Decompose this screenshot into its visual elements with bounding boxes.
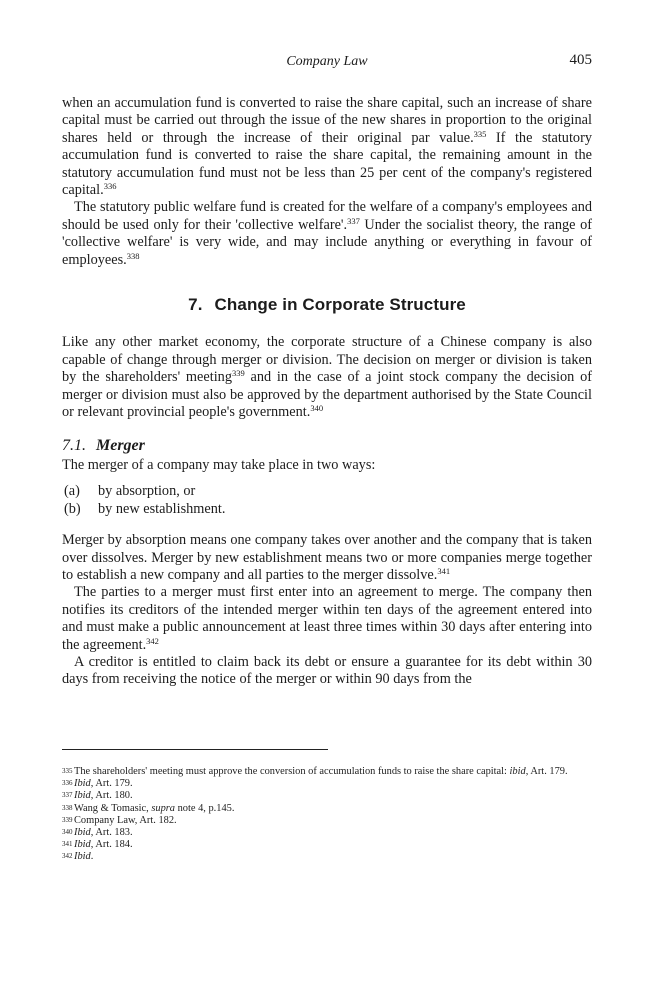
body-text: [62, 95, 592, 689]
subsection-number: 7.1.: [62, 436, 86, 454]
list: [62, 483, 592, 518]
paragraph: A creditor is entitled to claim back its debt or ensure a guarantee for its debt within 30 days from receiving the notice of the merger or within 90 days from the: [62, 653, 592, 688]
paragraph: [62, 199, 592, 269]
paragraph-text: and in the case of a joint stock company the decision of merger or division must also be approved by the department authorised by the State Council or relevant provincial people's government.: [62, 369, 592, 421]
footnote-ref[interactable]: 342: [146, 635, 159, 646]
footnote-ref[interactable]: 337: [347, 215, 360, 226]
footnote-text: [74, 839, 592, 851]
footnote-number: 336: [62, 779, 73, 788]
footnote-tail: , Art. 179.: [90, 778, 133, 790]
footnote-ref[interactable]: 341: [437, 565, 451, 576]
paragraph-text: If the statutory accumulation fund is converted to raise the share capital, the remaining amount in the statutory accumulation fund must not be less than 25 per cent of the company's registered capital.: [62, 129, 592, 199]
paragraph-text: Under the socialist theory, the range of 'collective welfare' is very wide, and may include anything or everything in favour of employees.: [62, 216, 592, 268]
footnote-number: 342: [62, 852, 73, 861]
footnote: [62, 778, 592, 790]
footnote-ref[interactable]: 339: [231, 368, 245, 379]
footnote: [62, 815, 592, 827]
footnote-divider: [62, 749, 328, 750]
footnote-text-part: Company Law, Art. 182.: [74, 814, 177, 826]
footnote-text: [74, 815, 592, 827]
footnote-tail: .: [90, 851, 94, 863]
list-item-text: by new establishment.: [98, 500, 226, 517]
paragraph: [62, 532, 592, 584]
footnote: [62, 839, 592, 851]
list-item: [62, 483, 592, 500]
footnote-tail: , Art. 184.: [90, 839, 133, 851]
running-title: Company Law: [286, 54, 368, 69]
footnote: [62, 827, 592, 839]
paragraph-text: The parties to a merger must first enter into an agreement to merge. The company then notifies its creditors of the intended merger within ten days of the agreement entered into and must make a public announcement at least three times within 30 days after entering into the agreement.: [62, 584, 592, 653]
paragraph-text: when an accumulation fund is converted to raise the share capital, such an increase of share capital must be carried out through the issue of the new shares in proportion to the original shares held or through the increase of their original par value.: [62, 95, 592, 146]
section-heading: [62, 296, 592, 313]
footnote-italic: supra: [151, 802, 176, 814]
footnote-tail: , Art. 180.: [90, 790, 133, 802]
footnote: [62, 766, 592, 778]
paragraph-text: Like any other market economy, the corporate structure of a Chinese company is also capable of change through merger or division. The decision on merger or division is taken by the shareholders' meeting: [62, 334, 592, 386]
list-item-text: by absorption, or: [98, 483, 196, 500]
footnote-text: [74, 827, 592, 839]
paragraph-text: The statutory public welfare fund is created for the welfare of a company's employees and should be used only for their 'collective welfare'.: [62, 199, 592, 233]
footnote-text: [74, 851, 592, 863]
section-number: 7.: [188, 295, 203, 315]
page-content: [62, 50, 592, 689]
footnote-text: [74, 766, 592, 778]
footnote-number: 335: [62, 767, 73, 775]
footnote: [62, 790, 592, 802]
paragraph-text: Merger by absorption means one company takes over another and the company that is taken over dissolves. Merger by new establishment means two or more companies merge together to establish a new company and all parties to the merger dissolve.: [62, 532, 592, 583]
footnote-ref[interactable]: 340: [310, 403, 324, 414]
page-number: 405: [569, 52, 592, 68]
footnote-ref[interactable]: 335: [473, 128, 487, 139]
footnote: [62, 851, 592, 863]
footnote-text: [74, 778, 592, 790]
footnote: [62, 803, 592, 815]
subsection-heading: [62, 437, 592, 454]
footnote-ref[interactable]: 338: [126, 250, 140, 261]
footnote-number: 340: [62, 828, 73, 837]
footnote-italic: Ibid: [74, 790, 91, 802]
footnotes: [62, 766, 592, 864]
footnote-italic: Ibid: [74, 778, 91, 790]
paragraph: [62, 584, 592, 654]
list-marker: (a): [64, 483, 80, 500]
subsection-title: Merger: [96, 436, 145, 454]
paragraph: [62, 95, 592, 199]
footnote-number: 337: [62, 791, 73, 800]
footnote-text-part: The shareholders' meeting must approve the conversion of accumulation funds to raise the share capital:: [74, 766, 510, 777]
footnote-italic: Ibid: [74, 851, 91, 863]
footnote-italic: Ibid: [74, 839, 91, 851]
footnote-italic: ibid: [509, 766, 526, 777]
paragraph: The merger of a company may take place in two ways:: [62, 456, 376, 473]
footnote-tail: , Art. 183.: [90, 827, 133, 839]
footnote-text-part: Wang & Tomasic,: [74, 802, 152, 814]
footnote-ref[interactable]: 336: [103, 181, 117, 192]
footnote-italic: Ibid: [74, 827, 91, 839]
list-marker: (b): [64, 500, 81, 517]
footnote-number: 341: [62, 840, 73, 849]
footnote-text: [74, 803, 592, 815]
footnote-number: 339: [62, 815, 73, 824]
paragraph: [62, 334, 592, 421]
footnote-text: [74, 790, 592, 802]
footnote-tail: note 4, p.145.: [175, 802, 235, 814]
section-title: Change in Corporate Structure: [214, 295, 466, 315]
footnote-number: 338: [62, 803, 73, 812]
running-header: [62, 50, 592, 76]
list-item: [62, 501, 592, 518]
footnote-tail: , Art. 179.: [525, 766, 568, 777]
